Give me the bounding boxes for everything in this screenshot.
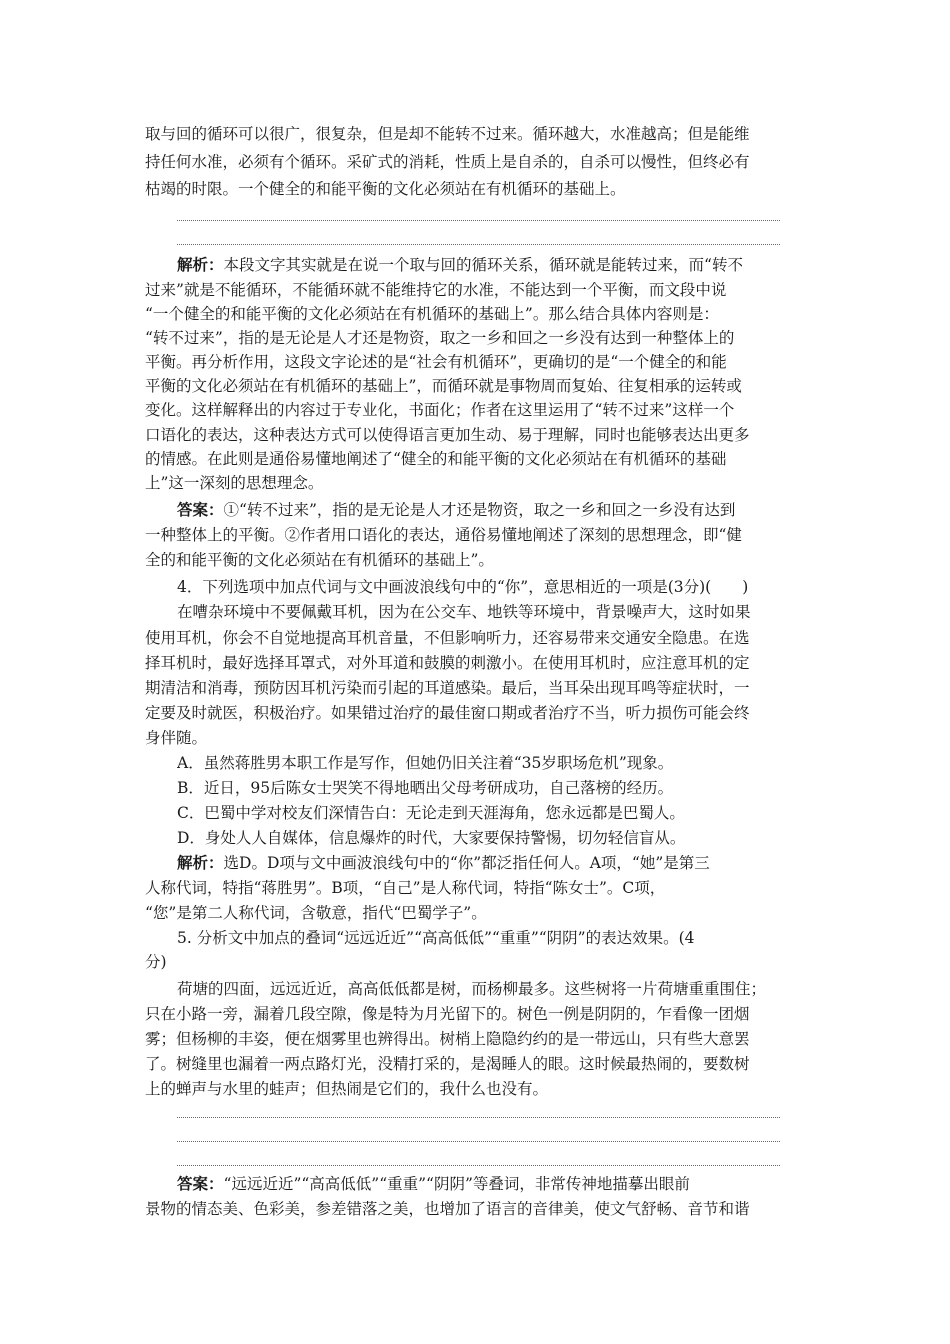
answer-line [177, 1165, 780, 1166]
analysis-line: 上”这一深刻的思想理念。 [145, 474, 324, 492]
passage-line: 择耳机时，最好选择耳罩式，对外耳道和鼓膜的刺激小。在使用耳机时，应注意耳机的定 [145, 654, 750, 672]
passage-line: 荷塘的四面，远远近近，高高低低都是树，而杨柳最多。这些树将一片荷塘重重围住； [177, 980, 767, 998]
answer-line [177, 1117, 780, 1118]
answer-line-text: 景物的情态美、色彩美，参差错落之美，也增加了语言的音律美，使文气舒畅、音节和谐 [145, 1200, 750, 1218]
analysis-line: 平衡。再分析作用，这段文字论述的是“社会有机循环”，更确切的是“一个健全的和能 [145, 353, 727, 371]
analysis-line: 口语化的表达，这种表达方式可以使得语言更加生动、易于理解，同时也能够表达出更多 [145, 426, 750, 444]
analysis-line: 过来”就是不能循环，不能循环就不能维持它的水准，不能达到一个平衡，而文段中说 [145, 281, 727, 299]
answer-line-text: 答案：①“转不过来”，指的是无论是人才还是物资，取之一乡和回之一乡没有达到 [177, 500, 736, 519]
option-d: D．身处人人自媒体，信息爆炸的时代，大家要保持警惕，切勿轻信盲从。 [177, 829, 686, 847]
passage-line: 身伴随。 [145, 729, 208, 747]
answer-line-text: 全的和能平衡的文化必须站在有机循环的基础上”。 [145, 551, 494, 569]
answer-line [177, 1141, 780, 1142]
analysis-line: 平衡的文化必须站在有机循环的基础上”，而循环就是事物周而复始、往复相承的运转或 [145, 377, 742, 395]
text-line: 取与回的循环可以很广，很复杂，但是却不能转不过来。循环越大，水准越高；但是能维 [145, 125, 750, 143]
question-5-stem: 分) [145, 953, 167, 971]
text-line: 持任何水准，必须有个循环。采矿式的消耗，性质上是自杀的，自杀可以慢性，但终必有 [145, 153, 750, 171]
text-line: 枯竭的时限。一个健全的和能平衡的文化必须站在有机循环的基础上。 [145, 180, 626, 198]
analysis-line: 解析：本段文字其实就是在说一个取与回的循环关系，循环就是能转过来，而“转不 [177, 255, 743, 274]
answer-line [177, 220, 780, 221]
option-b: B．近日，95后陈女士哭笑不得地晒出父母考研成功，自己落榜的经历。 [177, 779, 674, 797]
analysis-label: 解析： [177, 853, 224, 872]
analysis-line: “您”是第二人称代词，含敬意，指代“巴蜀学子”。 [145, 904, 487, 922]
analysis-line: 的情感。在此则是通俗易懂地阐述了“健全的和能平衡的文化必须站在有机循环的基础 [145, 450, 727, 468]
passage-line: 使用耳机，你会不自觉地提高耳机音量，不但影响听力，还容易带来交通安全隐患。在选 [145, 629, 750, 647]
analysis-line: 解析：选D。D项与文中画波浪线句中的“你”都泛指任何人。A项，“她”是第三 [177, 853, 710, 872]
passage-line: 只在小路一旁，漏着几段空隙，像是特为月光留下的。树色一例是阴阴的，乍看像一团烟 [145, 1005, 750, 1023]
analysis-line: “一个健全的和能平衡的文化必须站在有机循环的基础上”。那么结合具体内容则是： [145, 305, 719, 323]
analysis-line: “转不过来”，指的是无论是人才还是物资，取之一乡和回之一乡没有达到一种整体上的 [145, 329, 735, 347]
question-4-stem: 4．下列选项中加点代词与文中画波浪线句中的“你”，意思相近的一项是(3分)( ) [177, 578, 749, 596]
analysis-label: 解析： [177, 255, 224, 274]
question-5-stem: 5. 分析文中加点的叠词“远远近近”“高高低低”“重重”“阴阴”的表达效果。(4 [177, 929, 695, 947]
answer-label: 答案： [177, 500, 224, 519]
answer-line-text: 一种整体上的平衡。②作者用口语化的表达，通俗易懂地阐述了深刻的思想理念，即“健 [145, 526, 742, 544]
analysis-line: 变化。这样解释出的内容过于专业化，书面化；作者在这里运用了“转不过来”这样一个 [145, 401, 735, 419]
answer-line [177, 244, 780, 245]
analysis-line: 人称代词，特指“蒋胜男”。B项，“自己”是人称代词，特指“陈女士”。C项， [145, 879, 666, 897]
passage-line: 期清洁和消毒，预防因耳机污染而引起的耳道感染。最后，当耳朵出现耳鸣等症状时，一 [145, 679, 750, 697]
passage-line: 上的蝉声与水里的蛙声；但热闹是它们的，我什么也没有。 [145, 1080, 549, 1098]
option-c: C．巴蜀中学对校友们深情告白：无论走到天涯海角，您永远都是巴蜀人。 [177, 804, 685, 822]
answer-label: 答案： [177, 1174, 224, 1193]
passage-line: 在嘈杂环境中不要佩戴耳机，因为在公交车、地铁等环境中，背景噪声大，这时如果 [177, 603, 751, 621]
passage-line: 定要及时就医，积极治疗。如果错过治疗的最佳窗口期或者治疗不当，听力损伤可能会终 [145, 704, 750, 722]
passage-line: 了。树缝里也漏着一两点路灯光，没精打采的，是渴睡人的眼。这时候最热闹的，要数树 [145, 1055, 750, 1073]
passage-line: 雾；但杨柳的丰姿，便在烟雾里也辨得出。树梢上隐隐约约的是一带远山，只有些大意罢 [145, 1030, 750, 1048]
answer-line-text: 答案：“远远近近”“高高低低”“重重”“阴阴”等叠词，非常传神地描摹出眼前 [177, 1174, 690, 1193]
option-a: A．虽然蒋胜男本职工作是写作，但她仍旧关注着“35岁职场危机”现象。 [177, 754, 674, 772]
